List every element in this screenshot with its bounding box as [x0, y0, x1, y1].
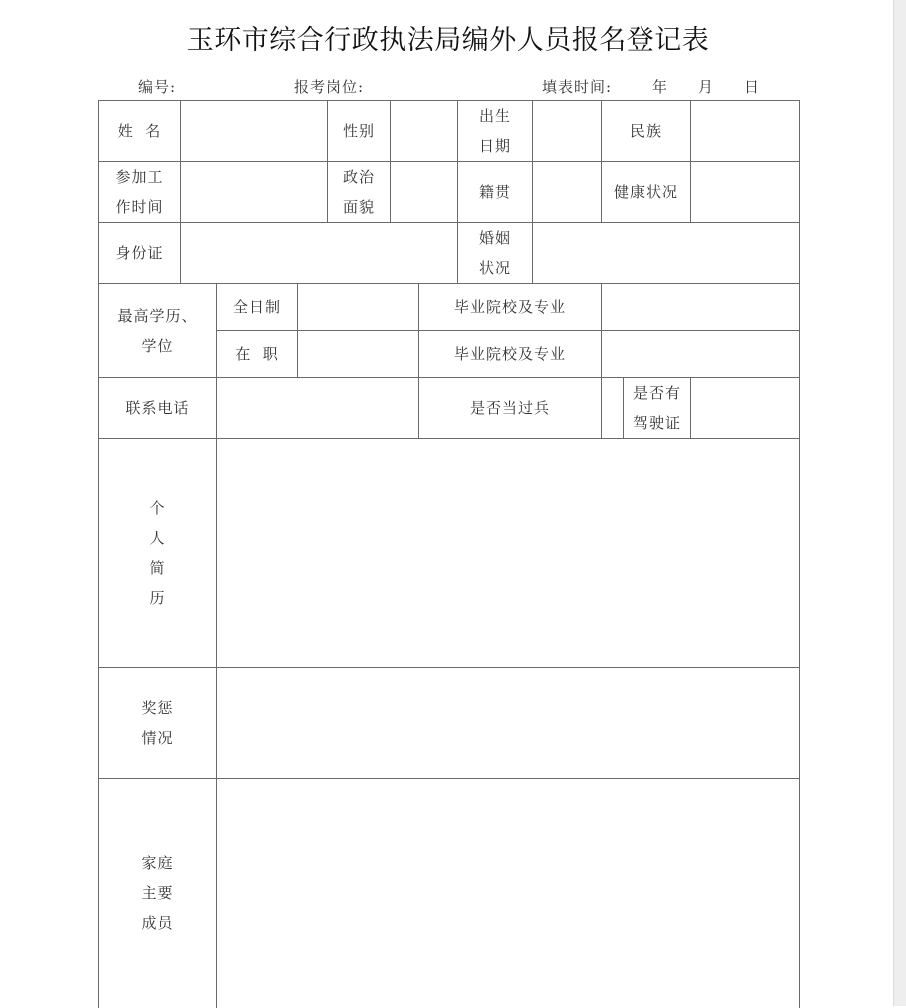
birth-date-input-cell[interactable]	[533, 101, 602, 162]
family-members-label-line3: 成员	[141, 914, 174, 933]
political-status-label	[328, 162, 391, 223]
school-major-inservice-input-cell[interactable]	[602, 331, 800, 378]
inservice-input-cell[interactable]	[298, 331, 419, 378]
number-label: 编号:	[138, 78, 177, 96]
military-service-input-cell[interactable]	[602, 378, 624, 439]
family-members-label-line2: 主要	[141, 884, 174, 903]
name-input-cell[interactable]	[181, 101, 328, 162]
page-right-edge	[893, 0, 906, 1006]
family-members-label-line1: 家庭	[141, 854, 174, 873]
driver-license-input-cell[interactable]	[691, 378, 800, 439]
resume-label-char-4: 历	[149, 589, 166, 607]
school-major-inservice-label: 毕业院校及专业	[419, 331, 602, 378]
phone-input-cell[interactable]	[217, 378, 419, 439]
driver-license-label-line2: 驾驶证	[633, 414, 682, 432]
education-label-line1: 最高学历、	[117, 306, 198, 325]
work-start-label-line2: 作时间	[115, 198, 164, 216]
phone-label: 联系电话	[99, 378, 217, 439]
ethnicity-label: 民族	[602, 101, 691, 162]
marital-status-label	[458, 223, 533, 284]
work-start-input-cell[interactable]	[181, 162, 328, 223]
name-label: 姓 名	[99, 101, 181, 162]
resume-label-char-3: 简	[149, 559, 166, 577]
id-card-input-cell[interactable]	[181, 223, 458, 284]
fulltime-label: 全日制	[217, 284, 298, 331]
work-start-label-line1: 参加工	[115, 168, 164, 186]
marital-status-input-cell[interactable]	[533, 223, 800, 284]
year-label: 年	[652, 78, 669, 96]
resume-label-char-2: 人	[149, 529, 166, 547]
marital-status-label-line2: 状况	[479, 259, 512, 277]
gender-input-cell[interactable]	[391, 101, 458, 162]
position-label: 报考岗位:	[294, 78, 365, 96]
family-members-input-cell[interactable]	[217, 779, 800, 1008]
registration-form-table	[98, 100, 800, 1008]
rewards-label-line2: 情况	[141, 729, 174, 747]
fill-date-label: 填表时间:	[542, 78, 613, 96]
id-card-label: 身份证	[99, 223, 181, 284]
rewards-label	[99, 668, 217, 779]
rewards-input-cell[interactable]	[217, 668, 800, 779]
education-label-line2: 学位	[141, 336, 174, 355]
school-major-fulltime-label: 毕业院校及专业	[419, 284, 602, 331]
political-status-label-line1: 政治	[343, 168, 376, 186]
birth-date-label-line2: 日期	[479, 137, 512, 155]
resume-label	[99, 439, 217, 668]
political-status-input-cell[interactable]	[391, 162, 458, 223]
marital-status-label-line1: 婚姻	[479, 229, 512, 247]
fulltime-input-cell[interactable]	[298, 284, 419, 331]
ethnicity-input-cell[interactable]	[691, 101, 800, 162]
driver-license-label	[624, 378, 691, 439]
form-title: 玉环市综合行政执法局编外人员报名登记表	[186, 25, 710, 56]
inservice-label: 在 职	[217, 331, 298, 378]
driver-license-label-line1: 是否有	[633, 384, 682, 402]
education-label	[99, 284, 217, 378]
work-start-label	[99, 162, 181, 223]
native-place-label: 籍贯	[458, 162, 533, 223]
birth-date-label	[458, 101, 533, 162]
gender-label: 性别	[328, 101, 391, 162]
birth-date-label-line1: 出生	[479, 107, 512, 125]
health-status-label: 健康状况	[602, 162, 691, 223]
resume-input-cell[interactable]	[217, 439, 800, 668]
rewards-label-line1: 奖惩	[141, 699, 174, 717]
military-service-label: 是否当过兵	[419, 378, 602, 439]
month-label: 月	[698, 78, 715, 96]
day-label: 日	[744, 78, 761, 96]
resume-label-char-1: 个	[149, 499, 166, 517]
family-members-label	[99, 779, 217, 1008]
native-place-input-cell[interactable]	[533, 162, 602, 223]
health-status-input-cell[interactable]	[691, 162, 800, 223]
school-major-fulltime-input-cell[interactable]	[602, 284, 800, 331]
political-status-label-line2: 面貌	[343, 198, 376, 216]
